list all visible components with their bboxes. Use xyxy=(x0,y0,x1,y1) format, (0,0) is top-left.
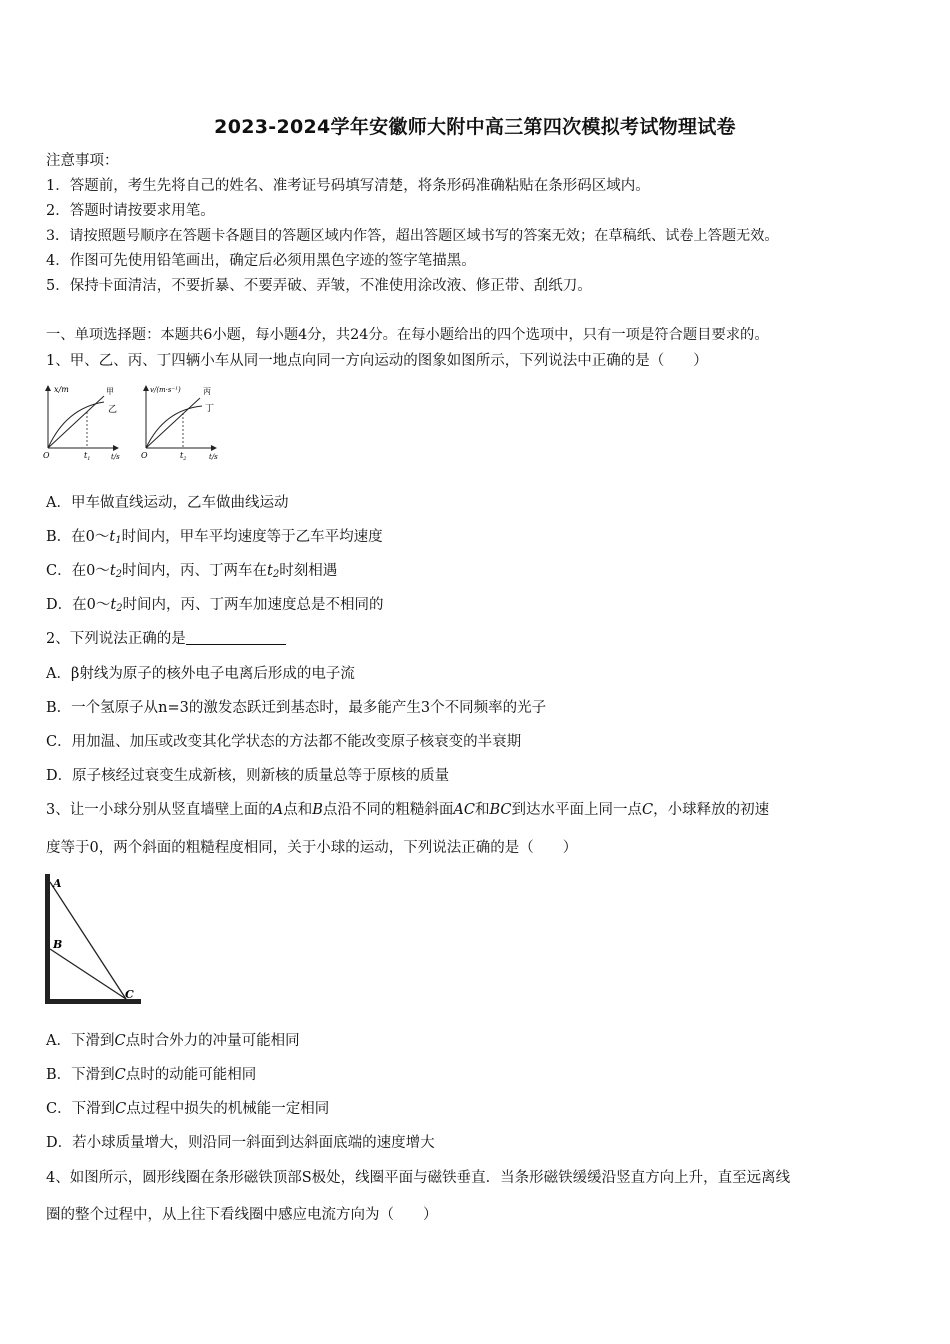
q3-point-c: C xyxy=(125,988,134,1001)
q1-option-b: B．在$0\sim t_1$时间内，甲车平均速度等于乙车平均速度 xyxy=(46,529,383,546)
q1-graph1-label-yi: 乙 xyxy=(108,405,118,415)
section-heading-single-choice: 一、单项选择题：本题共6小题，每小题4分，共24分。在每小题给出的四个选项中，只有一项是符合题目要求的。 xyxy=(46,327,769,343)
q1-graph2-curve-ding xyxy=(146,406,202,448)
notice-item-5: 5．保持卡面清洁，不要折暴、不要弄破、弄皱，不准使用涂改液、修正带、刮纸刀。 xyxy=(46,278,592,294)
q1-graph2-label-bing: 丙 xyxy=(203,387,211,396)
q3-slope-bc xyxy=(50,949,126,999)
q3-stem-line-1: 3、让一小球分别从竖直墙壁上面的A点和B点沿不同的粗糙斜面AC和BC到达水平面上同一点C，小球释放的初速 xyxy=(46,802,770,818)
q1-graph1-curve-yi xyxy=(48,402,104,448)
notice-item-1: 1．答题前，考生先将自己的姓名、准考证号码填写清楚，将条形码准确粘贴在条形码区域内。 xyxy=(46,178,650,194)
q1-graph1-xlabel: t/s xyxy=(111,453,120,461)
q2-option-b: B．一个氢原子从n=3的激发态跃迁到基态时，最多能产生3个不同频率的光子 xyxy=(46,700,547,716)
q3-option-a: A．下滑到C点时合外力的冲量可能相同 xyxy=(46,1033,300,1049)
q2-option-c: C．用加温、加压或改变其化学状态的方法都不能改变原子核衰变的半衰期 xyxy=(46,734,522,750)
q1-graph2-line-bing xyxy=(146,398,200,448)
q1-graphs xyxy=(40,380,240,465)
q2-option-a: A．β射线为原子的核外电子电离后形成的电子流 xyxy=(46,666,355,682)
notice-item-3: 3．请按照题号顺序在答题卡各题目的答题区域内作答，超出答题区域书写的答案无效；在草稿纸、试卷上答题无效。 xyxy=(46,228,779,244)
q1-graph2-tick: $t_2$ xyxy=(180,451,187,462)
q4-stem-line-1: 4、如图所示，圆形线圈在条形磁铁顶部S极处，线圈平面与磁铁垂直．当条形磁铁缓缓沿竖直方向上升，直至远离线 xyxy=(46,1170,791,1186)
q3-incline-figure xyxy=(42,872,147,1010)
q1-graph2-ylabel: v/(m·s⁻¹) xyxy=(150,386,181,394)
q3-option-b: B．下滑到C点时的动能可能相同 xyxy=(46,1067,257,1083)
q3-option-c: C．下滑到C点过程中损失的机械能一定相同 xyxy=(46,1101,330,1117)
q1-option-d: D．在$0\sim t_2$时间内，丙、丁两车加速度总是不相同的 xyxy=(46,597,384,614)
q3-point-b: B xyxy=(53,938,63,951)
q1-graph1-origin: O xyxy=(43,451,50,460)
q3-point-a: A xyxy=(53,877,62,890)
q1-graph1-tick: $t_1$ xyxy=(84,451,91,462)
q2-option-d: D．原子核经过衰变生成新核，则新核的质量总等于原核的质量 xyxy=(46,768,450,784)
notice-item-4: 4．作图可先使用铅笔画出，确定后必须用黑色字迹的签字笔描黑。 xyxy=(46,253,476,269)
q1-graph1-label-jia: 甲 xyxy=(106,387,114,396)
q1-graph2-origin: O xyxy=(141,451,148,460)
q3-stem-line-2: 度等于0，两个斜面的粗糙程度相同，关于小球的运动，下列说法正确的是（ ） xyxy=(46,840,578,856)
q1-option-c: C．在$0\sim t_2$时间内，丙、丁两车在$t_2$时刻相遇 xyxy=(46,563,338,580)
notice-heading: 注意事项： xyxy=(46,153,119,169)
q1-graph-xt xyxy=(43,385,120,462)
q1-stem: 1、甲、乙、丙、丁四辆小车从同一地点向同一方向运动的图象如图所示，下列说法中正确的是（ ） xyxy=(46,353,708,369)
q3-wall xyxy=(45,874,50,1002)
exam-title: 2023-2024学年安徽师大附中高三第四次模拟考试物理试卷 xyxy=(214,116,736,138)
q1-graph1-ylabel: x/m xyxy=(54,385,69,394)
q2-answer-blank xyxy=(186,630,286,645)
q4-stem-line-2: 圈的整个过程中，从上往下看线圈中感应电流方向为（ ） xyxy=(46,1207,438,1223)
q1-option-a: A．甲车做直线运动，乙车做曲线运动 xyxy=(46,495,289,511)
q1-graph2-xlabel: t/s xyxy=(209,453,218,461)
q3-option-d: D．若小球质量增大，则沿同一斜面到达斜面底端的速度增大 xyxy=(46,1135,435,1151)
q2-stem: 2、下列说法正确的是 xyxy=(46,629,286,649)
notice-item-2: 2．答题时请按要求用笔。 xyxy=(46,203,215,219)
q1-graph2-label-ding: 丁 xyxy=(205,404,215,414)
q1-graph-vt xyxy=(141,386,218,462)
